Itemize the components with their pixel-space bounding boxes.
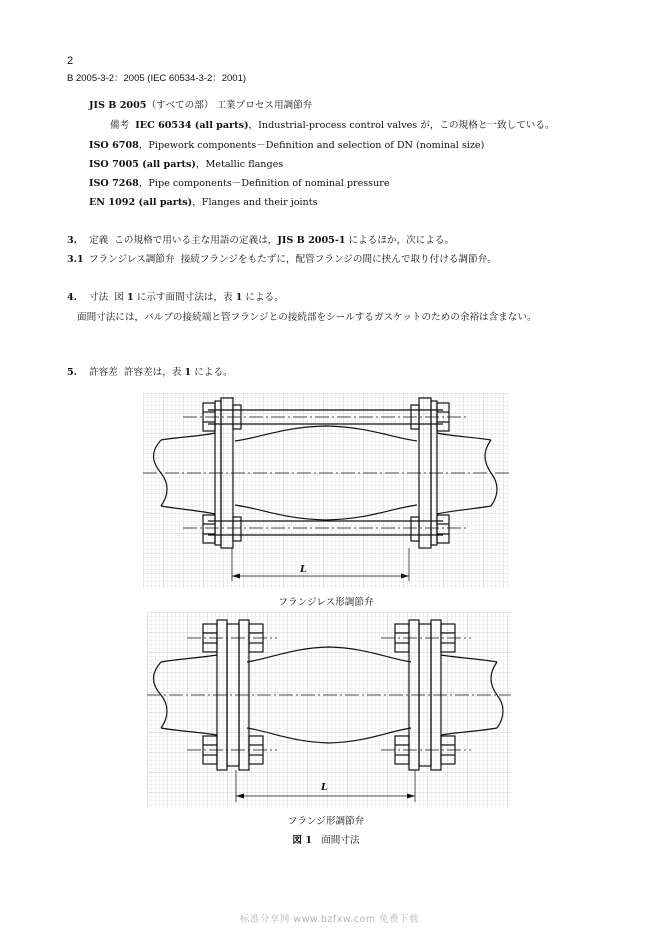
figure-1-title: 図 1 面間寸法 [292,835,360,846]
watermark: 标准分享网 www.bzfxw.com 免费下载 [239,914,420,925]
reference-iso-7005: ISO 7005 (all parts)，Metallic flanges [89,159,284,170]
reference-iso-6708: ISO 6708，Pipework components－Definition and selection of DN (nominal size) [89,140,485,151]
figure-flangeless-valve-drawing [143,393,509,588]
dimension-label-L-bottom: L [321,782,328,793]
standard-identifier: B 2005-3-2：2005 (IEC 60534-3-2：2001) [67,73,247,84]
clause-4-dimensions: 4. 寸法 図 1 に示す面間寸法は，表 1 による。 [67,292,284,303]
reference-en-1092: EN 1092 (all parts)，Flanges and their joints [89,197,318,208]
figure-flanged-valve-drawing [147,612,511,807]
reference-jis-b2005: JIS B 2005（すべての部） 工業プロセス用調節弁 [89,100,313,111]
reference-iso-7268: ISO 7268，Pipe components－Definition of nominal pressure [89,178,390,189]
caption-flanged: フランジ形調節弁 [287,816,365,827]
page-number: 2 [67,55,74,67]
clause-3-1-flangeless-valve: 3.1 フランジレス調節弁 接続フランジをもたずに，配管フランジの間に挟んで取り付ける調節弁。 [67,254,497,265]
reference-note-iec60534: 備考 IEC 60534 (all parts)，Industrial-process control valves が，この規格と一致している。 [110,120,555,131]
clause-3-definitions: 3. 定義 この規格で用いる主な用語の定義は，JIS B 2005-1 によるほか，次による。 [67,235,455,246]
clause-4-paragraph: 面間寸法には，バルブの接続端と管フランジとの接続部をシールするガスケットのための余裕は含まない。 [77,312,537,323]
caption-flangeless: フランジレス形調節弁 [278,597,374,608]
dimension-label-L-top: L [300,564,307,575]
clause-5-tolerances: 5. 許容差 許容差は，表 1 による。 [67,367,233,378]
